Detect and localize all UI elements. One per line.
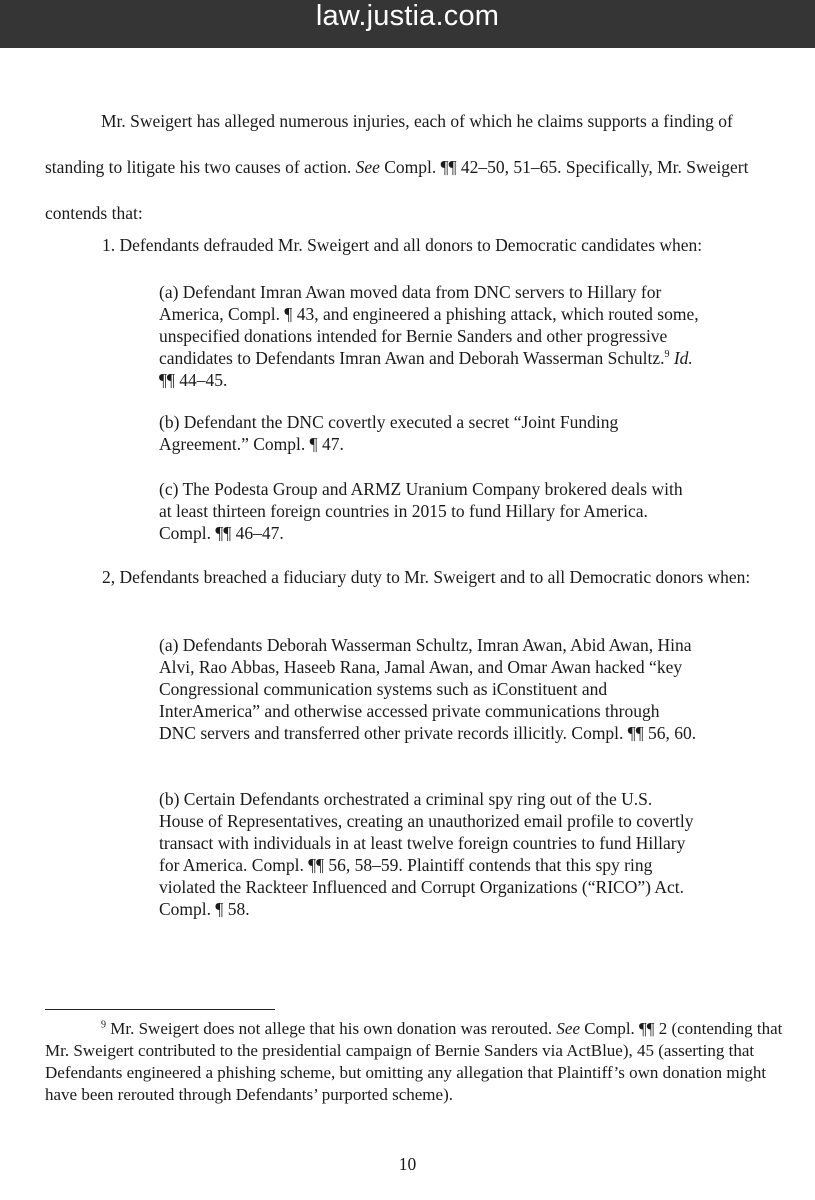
page-number: 10 (398, 1154, 417, 1174)
document-page (0, 48, 815, 1200)
intro-paragraph (45, 98, 785, 236)
site-header-bar (0, 0, 815, 48)
intro-text-2: Compl. ¶¶ 42–50, 51–65. Specifically, Mr. Sweigert contends that: (45, 157, 749, 223)
sub-item-1a-text: (a) Defendant Imran Awan moved data from DNC servers to Hillary for America, Compl. ¶ 43, and engineered a phishing attack, which routed some, unspecified donations intended for Bernie Sanders and other progressive candidates to Defendants Imran Awan and Deborah Wasserman Schultz. (159, 282, 699, 368)
id-signal: Id. (673, 348, 693, 368)
footnote-see-signal: See (556, 1019, 581, 1038)
footnote-ref-9: 9 (664, 349, 670, 361)
site-title: law.justia.com (315, 0, 500, 32)
sub-item-1a (159, 281, 699, 391)
sub-item-2b: (b) Certain Defendants orchestrated a criminal spy ring out of the U.S. House of Representatives, creating an unauthorized email profile to covertly transact with individuals in at least twelve foreign countries to fund Hillary for America. Compl. ¶¶ 56, 58–59. Plaintiff contends that this spy ring violated the Rackteer Influenced and Corrupt Organizations (“RICO”) Act. Compl. ¶ 58. (159, 789, 694, 919)
intro-text-1: Mr. Sweigert has alleged numerous injuries, each of which he claims supports a finding of standing to litigate his two causes of action. (45, 111, 733, 177)
sub-item-1c: (c) The Podesta Group and ARMZ Uranium Company brokered deals with at least thirteen foreign countries in 2015 to fund Hillary for America. Compl. ¶¶ 46–47. (159, 479, 683, 543)
sub-item-1a-cite: ¶¶ 44–45. (159, 370, 228, 390)
list-item-2: 2, Defendants breached a fiduciary duty to Mr. Sweigert and to all Democratic donors when: (102, 567, 751, 587)
footnote-number: 9 (101, 1019, 106, 1031)
sub-item-2a: (a) Defendants Deborah Wasserman Schultz, Imran Awan, Abid Awan, Hina Alvi, Rao Abbas, Haseeb Rana, Jamal Awan, and Omar Awan hacked “key Congressional communication systems such as iConstituent and InterAmerica” and otherwise accessed private communications through DNC servers and transferred other private records illicitly. Compl. ¶¶ 56, 60. (159, 635, 697, 743)
footnote-9 (45, 1018, 797, 1106)
footnote-text-1: Mr. Sweigert does not allege that his own donation was rerouted. (106, 1019, 557, 1038)
intro-see-signal: See (355, 157, 380, 177)
sub-item-1b: (b) Defendant the DNC covertly executed a secret “Joint Funding Agreement.” Compl. ¶ 47. (159, 412, 619, 454)
list-item-1: 1. Defendants defrauded Mr. Sweigert and all donors to Democratic candidates when: (102, 235, 703, 255)
footnote-divider (45, 1009, 275, 1010)
footnote-text-2: Compl. ¶¶ 2 (contending that Mr. Sweigert contributed to the presidential campaign of Bernie Sanders via ActBlue), 45 (asserting that Defendants engineered a phishing scheme, but omitting any allegation that Plaintiff’s own donation might have been rerouted through Defendants’ purported scheme). (45, 1019, 783, 1104)
